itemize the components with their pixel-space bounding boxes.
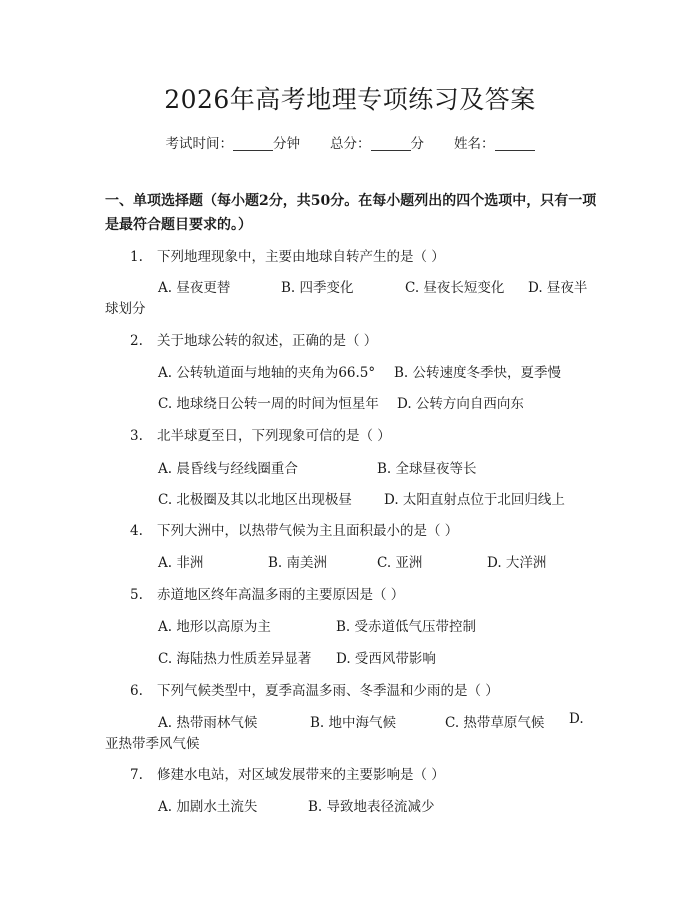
q4-option-b: B. 南美洲 [268, 555, 328, 571]
q4-option-a: A. 非洲 [158, 555, 204, 571]
q6-option-a: A. 热带雨林气候 [158, 715, 258, 731]
q1-option-d: D. 昼夜半 [528, 280, 588, 296]
q7-option-b: B. 导致地表径流减少 [308, 799, 435, 815]
page-title: 2026年高考地理专项练习及答案 [164, 85, 536, 114]
score-label: 总分： [330, 136, 371, 152]
q1-option-d-wrap: 球划分 [105, 301, 146, 317]
question-7: 7. 修建水电站，对区域发展带来的主要影响是（ ） [130, 767, 445, 783]
question-2: 2. 关于地球公转的叙述，正确的是（ ） [130, 333, 378, 349]
q6-option-d: D. [569, 711, 584, 727]
q3-option-c: C. 北极圈及其以北地区出现极昼 [158, 492, 352, 508]
time-blank [233, 136, 273, 151]
q4-option-c: C. 亚洲 [377, 555, 423, 571]
section-heading: 一、单项选择题（每小题2分，共50分。在每小题列出的四个选项中，只有一项是最符合题目要求的。） [105, 193, 597, 233]
q2-option-d: D. 公转方向自西向东 [397, 396, 524, 412]
time-label: 考试时间： [165, 136, 233, 152]
question-1: 1. 下列地理现象中，主要由地球自转产生的是（ ） [130, 249, 445, 265]
q7-option-a: A. 加剧水土流失 [158, 799, 258, 815]
q6-option-d-wrap: 亚热带季风气候 [105, 736, 200, 752]
q4-option-d: D. 大洋洲 [487, 555, 547, 571]
q5-option-a: A. 地形以高原为主 [158, 619, 271, 635]
q6-option-b: B. 地中海气候 [310, 715, 397, 731]
q1-option-a: A. 昼夜更替 [158, 280, 231, 296]
q2-option-a: A. 公转轨道面与地轴的夹角为66.5° [158, 365, 376, 381]
score-unit: 分 [410, 136, 424, 152]
q5-option-d: D. 受西风带影响 [336, 651, 436, 667]
q6-option-c: C. 热带草原气候 [445, 715, 545, 731]
q3-option-a: A. 晨昏线与经线圈重合 [158, 461, 298, 477]
q1-option-b: B. 四季变化 [281, 280, 354, 296]
question-3: 3. 北半球夏至日，下列现象可信的是（ ） [130, 428, 391, 444]
exam-meta [0, 132, 700, 152]
question-5: 5. 赤道地区终年高温多雨的主要原因是（ ） [130, 587, 405, 603]
question-6: 6. 下列气候类型中，夏季高温多雨、冬季温和少雨的是（ ） [130, 683, 499, 699]
time-unit: 分钟 [273, 136, 300, 152]
q3-option-d: D. 太阳直射点位于北回归线上 [384, 492, 565, 508]
question-4: 4. 下列大洲中，以热带气候为主且面积最小的是（ ） [130, 523, 459, 539]
q1-option-c: C. 昼夜长短变化 [405, 280, 505, 296]
q5-option-b: B. 受赤道低气压带控制 [336, 619, 477, 635]
q2-option-b: B. 公转速度冬季快，夏季慢 [394, 365, 562, 381]
q3-option-b: B. 全球昼夜等长 [377, 461, 477, 477]
q2-option-c: C. 地球绕日公转一周的时间为恒星年 [158, 396, 379, 412]
name-label: 姓名： [454, 136, 495, 152]
name-blank [495, 136, 535, 151]
score-blank [371, 136, 411, 151]
q5-option-c: C. 海陆热力性质差异显著 [158, 651, 312, 667]
